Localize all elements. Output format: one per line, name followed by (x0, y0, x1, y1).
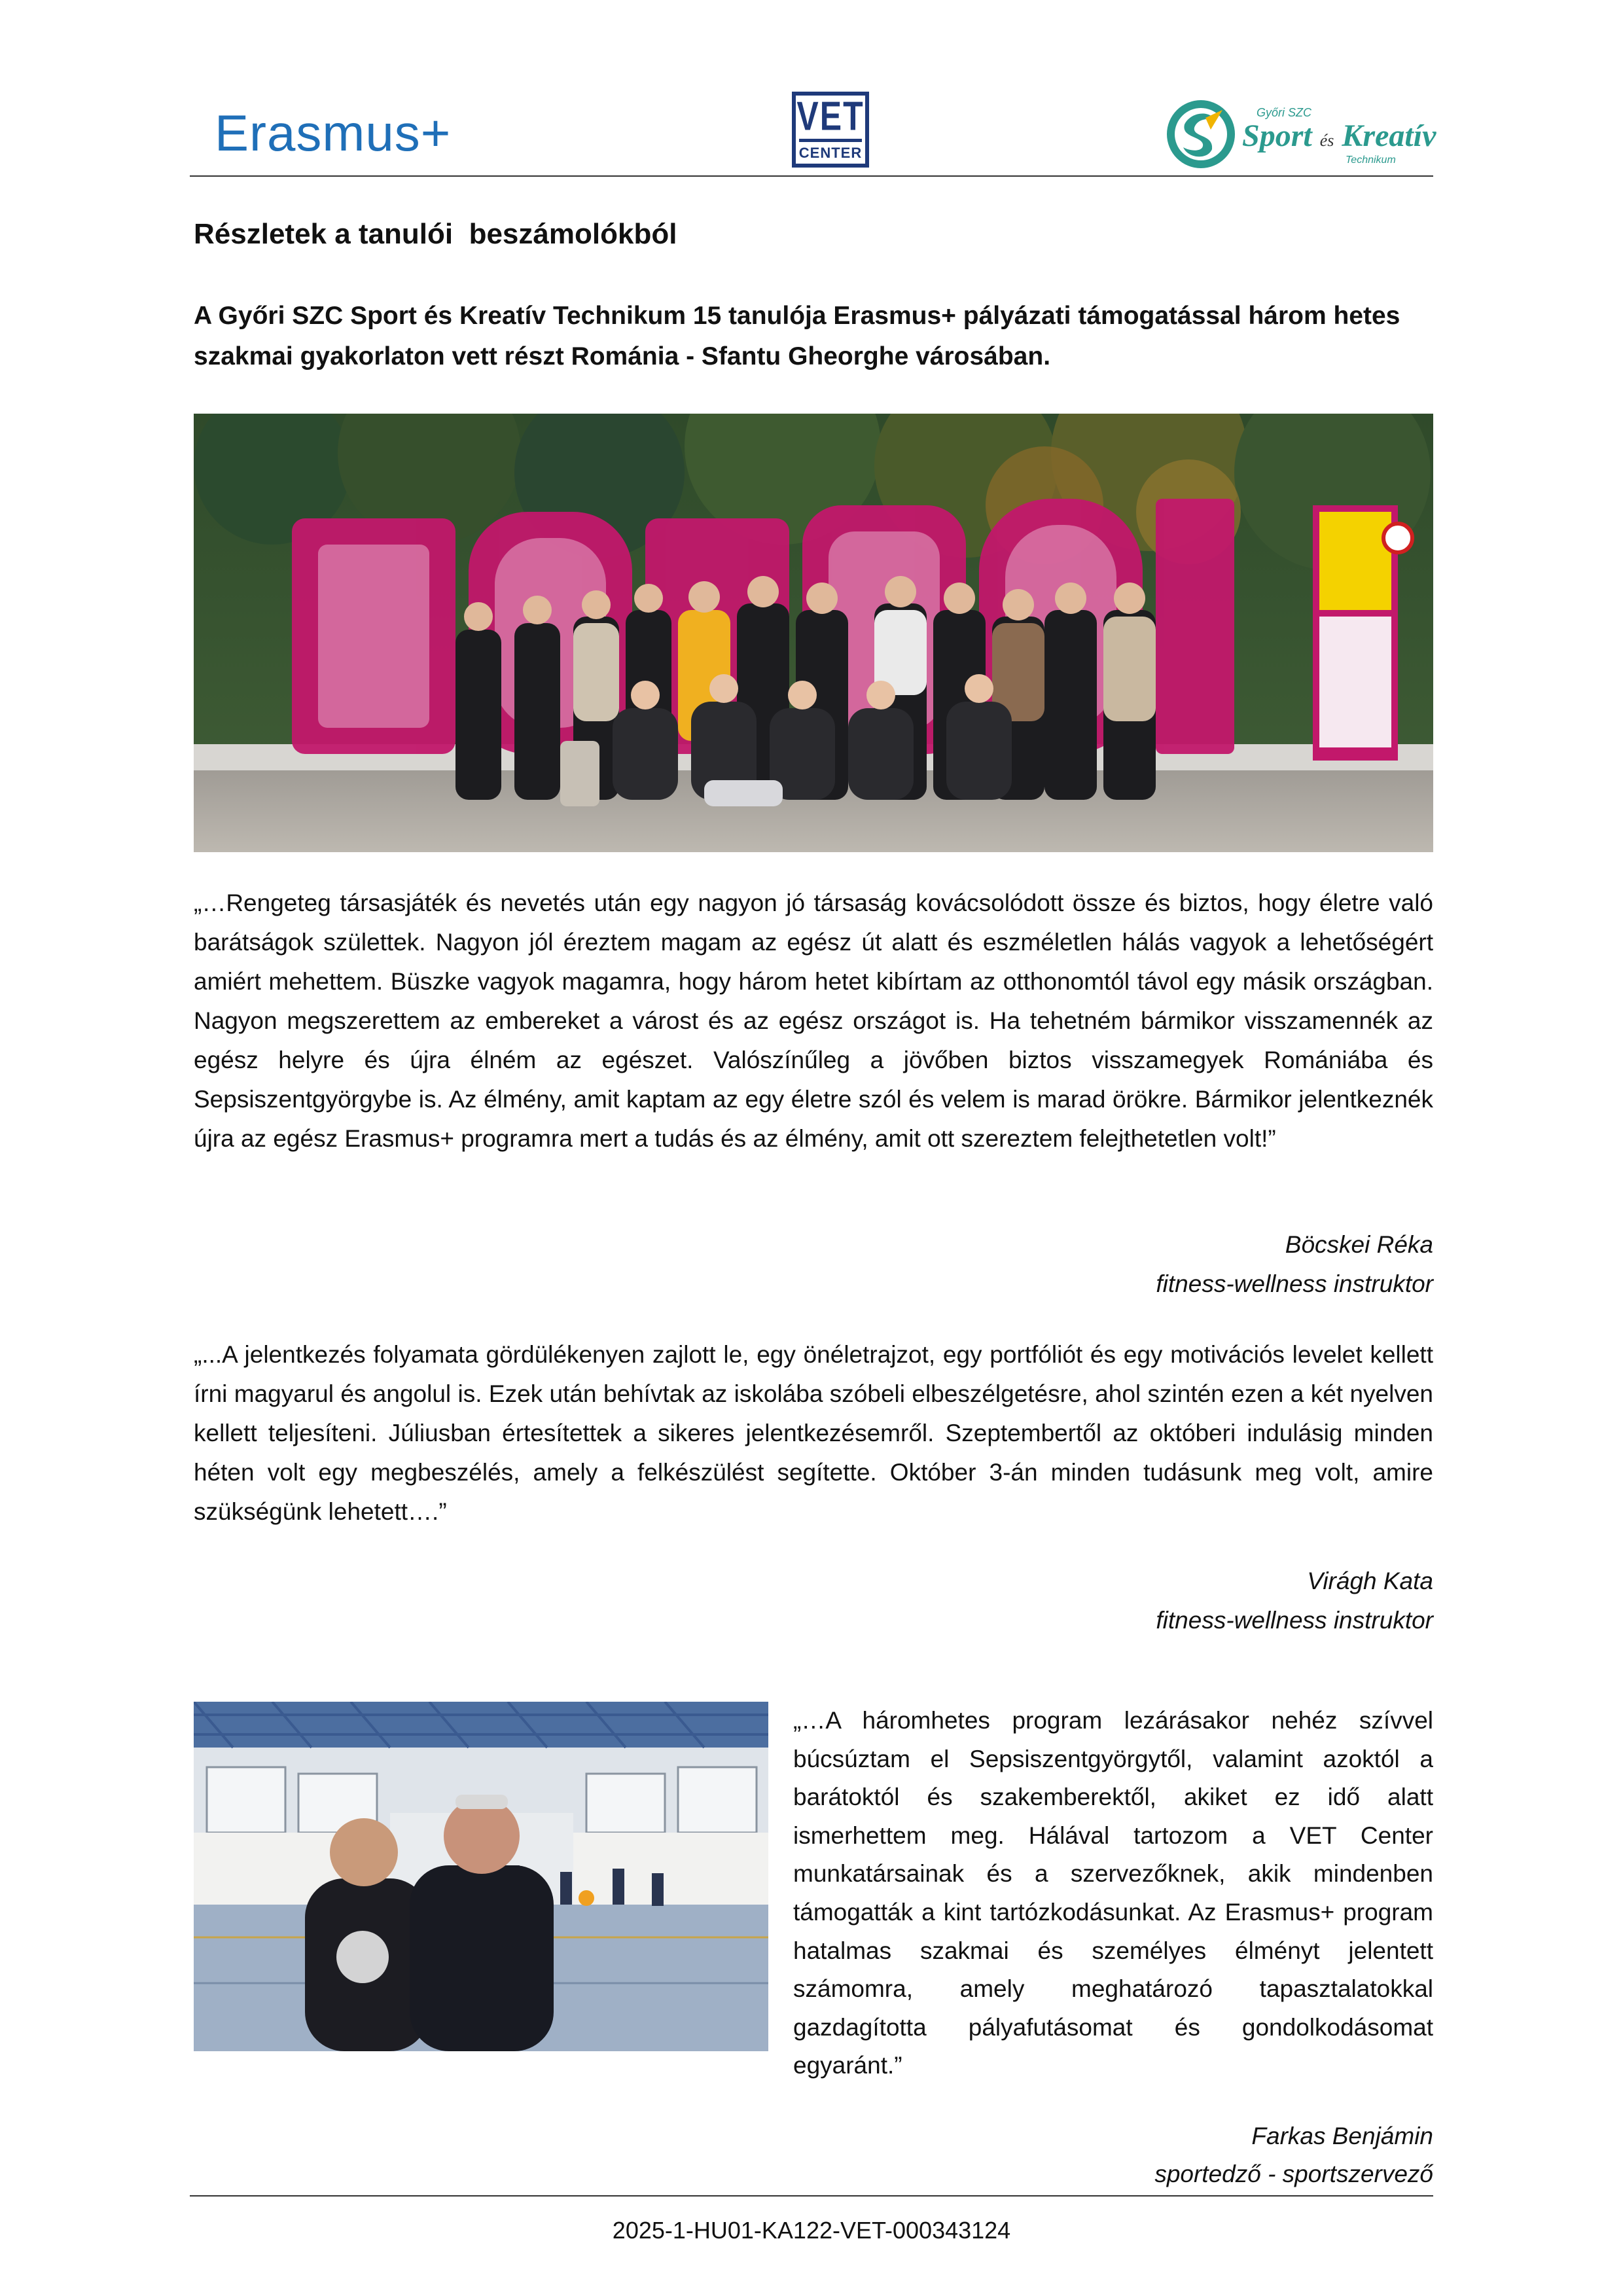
project-id: 2025-1-HU01-KA122-VET-000343124 (612, 2217, 1011, 2244)
vet-logo-top-text: VET (796, 92, 865, 139)
school-logo-kreativ: Kreatív (1342, 118, 1436, 153)
footer-divider (190, 2195, 1433, 2197)
group-photo (194, 414, 1433, 852)
school-logo-es: és (1319, 131, 1334, 150)
quote-3-author: Farkas Benjámin (1251, 2123, 1433, 2149)
quote-2-text: „...A jelentkezés folyamata gördülékenyen zajlott le, egy önéletrajzot, egy portfóliót és egy motivációs levelet kellett írni magyarul és angolul is. Ezek után behívtak az iskolába szóbeli elbeszélgetésre, ahol szintén ezen a két nyelven kellett teljesíteni. Júliusban értesítettek a sikeres jelentkezésemről. Szeptembertől az októberi indulásig minden héten volt egy megbeszélés, amely a felkészülést segítette. Október 3-án minden tudásunk meg volt, amire szükségünk lehetett….” (194, 1341, 1433, 1525)
quote-3-role: sportedző - sportszervező (1154, 2161, 1433, 2187)
group-photo-illustration (194, 414, 1433, 852)
gym-photo (194, 1702, 768, 2051)
quote-2-author: Virágh Kata (1307, 1568, 1433, 1594)
school-logo-technikum: Technikum (1346, 154, 1396, 166)
school-logo-name (1242, 118, 1436, 154)
vet-center-logo (792, 92, 869, 168)
gym-photo-illustration (194, 1702, 768, 2051)
school-logo-emblem-icon (1165, 98, 1237, 170)
quote-2-role: fitness-wellness instruktor (1156, 1607, 1433, 1634)
page-title: Részletek a tanulói beszámolókból (194, 218, 677, 250)
vet-logo-divider (799, 139, 862, 142)
erasmus-plus-logo: Erasmus+ (215, 104, 452, 162)
intro-paragraph: A Győri SZC Sport és Kreatív Technikum 15 tanulója Erasmus+ pályázati támogatással három hetes szakmai gyakorlaton vett részt Románia - Sfantu Gheorghe városában. (194, 302, 1400, 370)
quote-1-role: fitness-wellness instruktor (1156, 1270, 1433, 1297)
quote-1-author: Böcskei Réka (1285, 1231, 1433, 1258)
school-logo (1165, 98, 1440, 170)
quote-3-text: „…A háromhetes program lezárásakor nehéz szívvel búcsúztam el Sepsiszentgyörgytől, valamint azoktól a barátoktól és szakemberektől, akiket ez idő alatt ismerhettem meg. Hálával tartozom a VET Center munkatársainak és a szervezőknek, akik mindenben támogatták a kint tartózkodásunkat. Az Erasmus+ program hatalmas szakmai és személyes élményt jelentett számomra, amely meghatározó tapasztalatokkal gazdagította pályafutásomat és gondolkodásomat egyaránt.” (793, 1707, 1433, 2079)
school-logo-city: Győri SZC (1257, 106, 1312, 119)
school-logo-sport: Sport (1242, 118, 1312, 153)
vet-logo-bottom-text: CENTER (798, 144, 863, 161)
header-divider (190, 175, 1433, 177)
quote-1-text: „…Rengeteg társasjáték és nevetés után egy nagyon jó társaság kovácsolódott össze és biztos, hogy életre való barátságok születtek. Nagyon jól éreztem magam az egész út alatt és eszméletlen hálás vagyok a lehetőségért amiért mehettem. Büszke vagyok magamra, hogy három hetet kibírtam az otthonomtól távol egy másik országban. Nagyon megszerettem az embereket a várost és az egész országot is. Ha tehetném bármikor visszamennék az egész helyre és újra élném az egészet. Valószínűleg a jövőben biztos visszamegyek Romániába és Sepsiszentgyörgybe is. Az élmény, amit kaptam az egy életre szól és velem is marad örökre. Bármikor jelentkeznék újra az egész Erasmus+ programra mert a tudás és az élmény, amit ott szereztem felejthetetlen volt!” (194, 889, 1433, 1152)
